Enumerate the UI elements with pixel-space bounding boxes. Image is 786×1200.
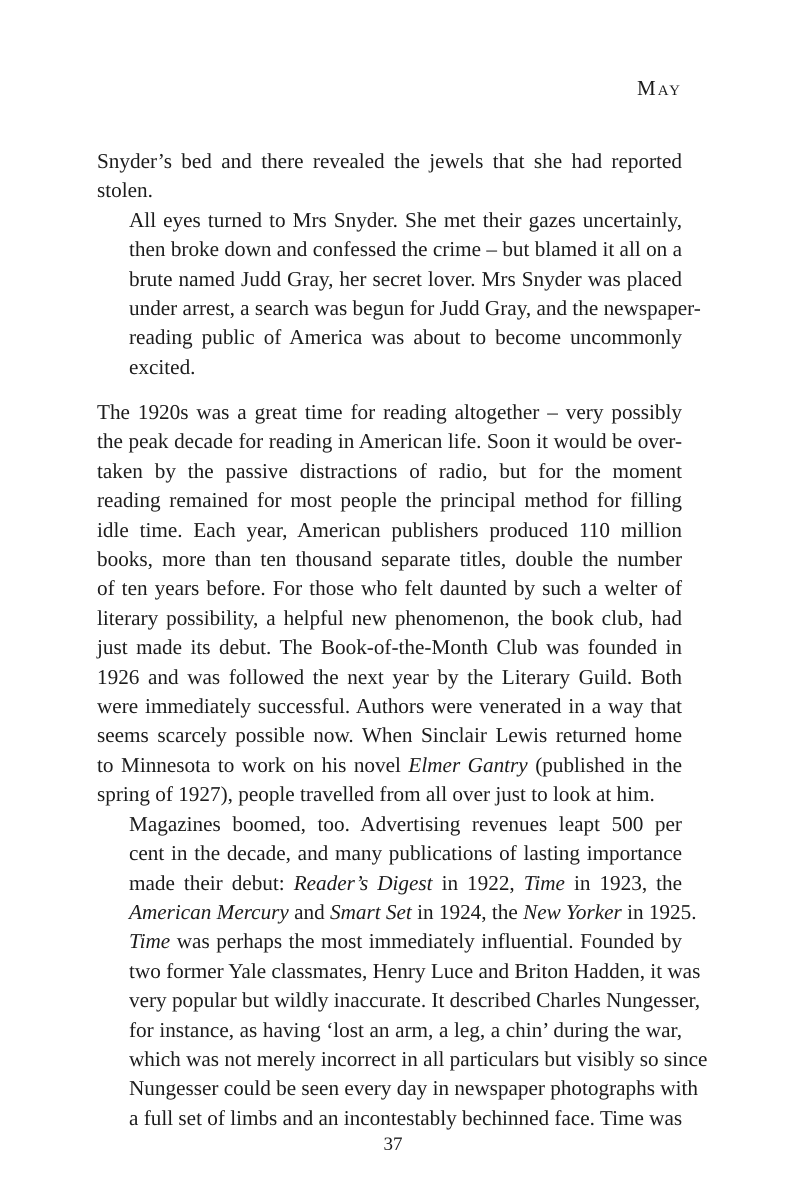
text-run: was perhaps the most immediately influential. Founded by xyxy=(170,929,682,954)
text-line: stolen. xyxy=(97,178,153,203)
text-line: the peak decade for reading in American life. Soon it would be over- xyxy=(97,429,682,454)
text-run: in 1923, the xyxy=(564,870,683,895)
magazine-title-smart-set: Smart Set xyxy=(330,899,412,924)
text-run: in 1922, xyxy=(432,870,524,895)
section-2 xyxy=(97,398,708,1133)
text-line: The 1920s was a great time for reading altogether – very possibly xyxy=(97,400,682,424)
text-line: of ten years before. For those who felt daunted by such a welter of xyxy=(97,576,682,601)
text-run: (published in the xyxy=(527,752,683,777)
text-run: and xyxy=(288,899,331,924)
magazine-title-new-yorker: New Yorker xyxy=(523,899,622,924)
text-line: reading public of America was about to become uncommonly xyxy=(129,325,682,350)
paragraph-reading-1920s xyxy=(97,398,682,810)
text-line: Snyder’s bed and there revealed the jewels that she had reported xyxy=(97,149,682,173)
text-run: in 1924, the xyxy=(411,899,524,924)
paragraph-snyder-bed xyxy=(97,147,682,206)
text-run: made their debut: xyxy=(129,870,294,895)
paragraph-all-eyes xyxy=(97,206,701,382)
text-line xyxy=(97,751,682,780)
page-number: 37 xyxy=(383,1134,403,1155)
text-line: spring of 1927), people travelled from all over just to look at him. xyxy=(97,782,655,807)
text-line: which was not merely incorrect in all particulars but visibly so since xyxy=(129,1046,708,1071)
magazine-title-american-mercury: American Mercury xyxy=(129,899,289,924)
text-line: literary possibility, a helpful new phenomenon, the book club, had xyxy=(97,605,682,630)
text-line xyxy=(97,927,682,956)
section-1 xyxy=(97,147,701,382)
text-line: books, more than ten thousand separate titles, double the number xyxy=(97,547,682,572)
text-line: were immediately successful. Authors were venerated in a way that xyxy=(97,694,682,719)
text-line: very popular but wildly inaccurate. It described Charles Nungesser, xyxy=(129,988,701,1013)
text-line: a full set of limbs and an incontestably bechinned face. Time was xyxy=(129,1105,683,1130)
text-line: excited. xyxy=(129,354,196,379)
text-line: All eyes turned to Mrs Snyder. She met their gazes uncertainly, xyxy=(129,207,682,232)
text-line: Magazines boomed, too. Advertising revenues leapt 500 per xyxy=(129,811,682,836)
magazine-title-time: Time xyxy=(129,929,171,954)
text-line: idle time. Each year, American publishers produced 110 million xyxy=(97,517,682,542)
magazine-title-readers-digest: Reader’s Digest xyxy=(293,870,433,895)
text-line: cent in the decade, and many publications of lasting importance xyxy=(129,841,682,866)
text-line: taken by the passive distractions of radio, but for the moment xyxy=(97,458,682,483)
text-line: under arrest, a search was begun for Judd Gray, and the newspaper- xyxy=(129,296,701,321)
text-line: just made its debut. The Book-of-the-Month Club was founded in xyxy=(97,635,682,660)
text-run: in 1925. xyxy=(621,899,697,924)
magazine-title-time: Time xyxy=(523,870,565,895)
paragraph-magazines xyxy=(97,810,708,1133)
text-line: Nungesser could be seen every day in newspaper photographs with xyxy=(129,1076,698,1101)
text-line: seems scarcely possible now. When Sinclair Lewis returned home xyxy=(97,723,682,748)
text-line xyxy=(97,869,682,898)
book-title-elmer-gantry: Elmer Gantry xyxy=(408,752,528,777)
text-line: 1926 and was followed the next year by the Literary Guild. Both xyxy=(97,664,682,689)
text-line xyxy=(97,898,697,927)
text-line: two former Yale classmates, Henry Luce and Briton Hadden, it was xyxy=(129,958,701,983)
text-line: for instance, as having ‘lost an arm, a leg, a chin’ during the war, xyxy=(129,1017,682,1042)
text-line: reading remained for most people the principal method for filling xyxy=(97,488,682,513)
running-head: May xyxy=(637,76,682,100)
text-line: brute named Judd Gray, her secret lover. Mrs Snyder was placed xyxy=(129,266,682,291)
text-run: to Minnesota to work on his novel xyxy=(97,752,409,777)
text-line: then broke down and confessed the crime – but blamed it all on a xyxy=(129,237,682,262)
